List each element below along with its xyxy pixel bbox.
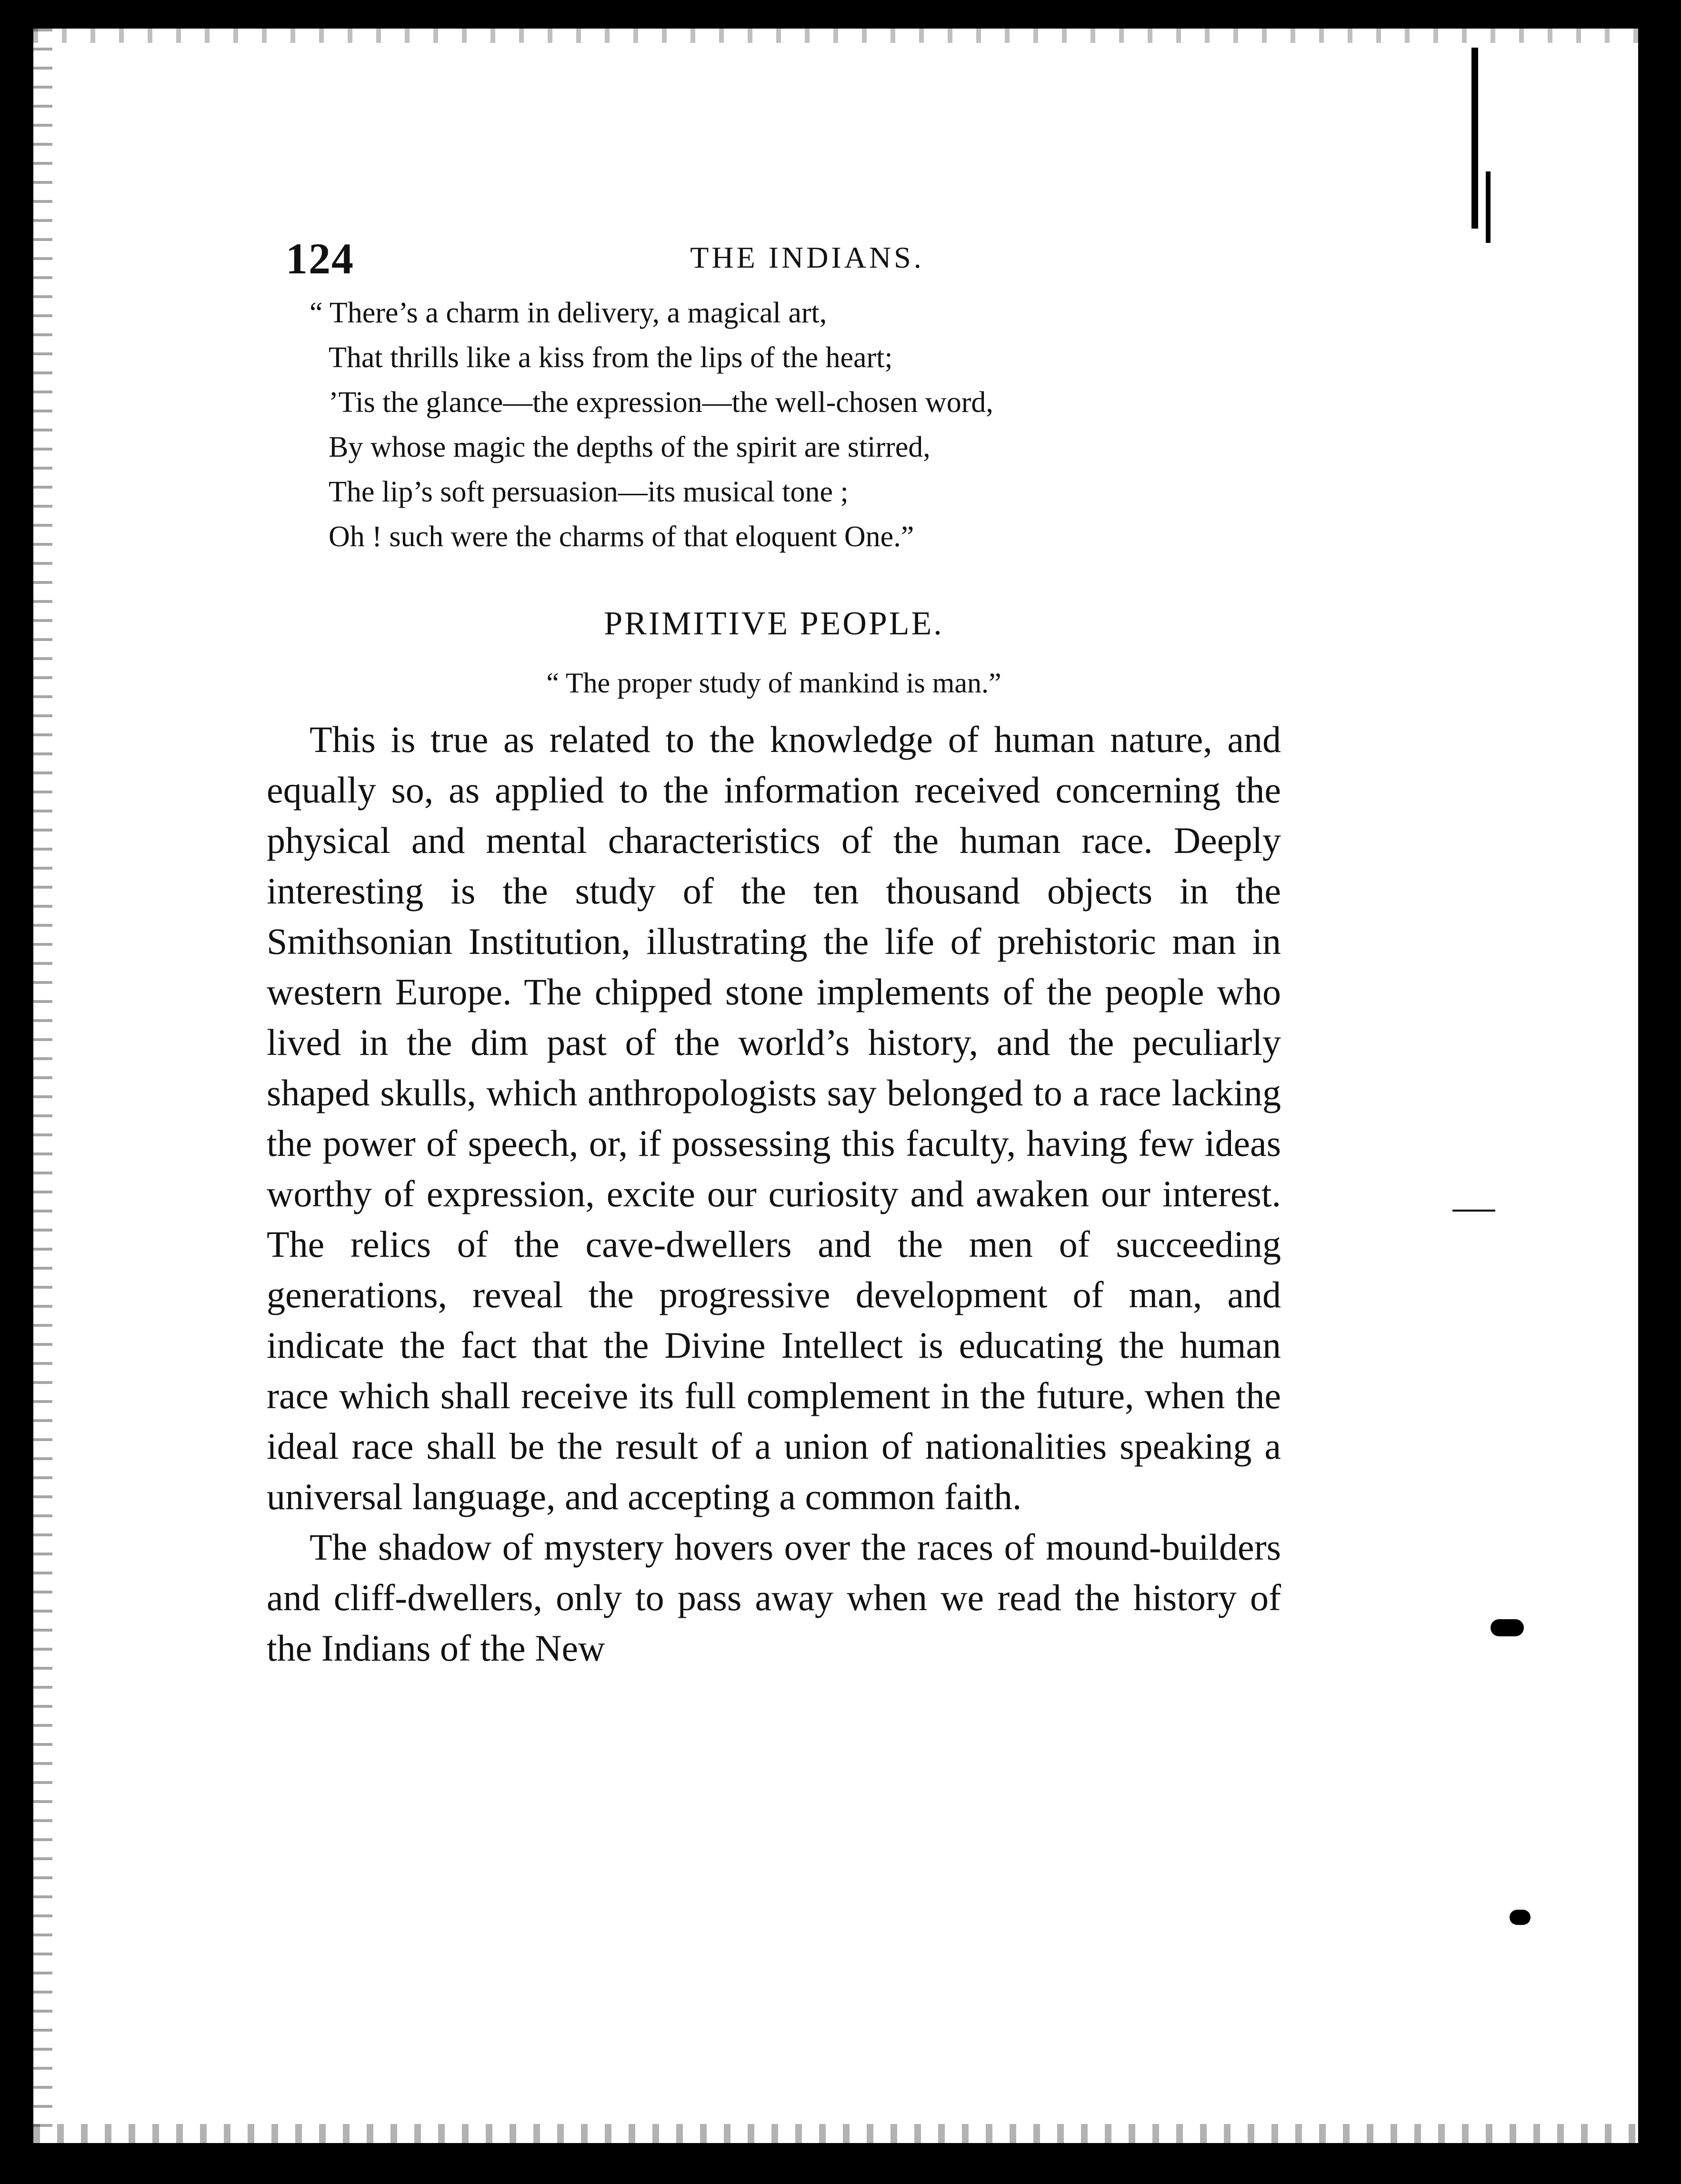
scan-speck (1510, 1910, 1531, 1925)
poem-line: The lip’s soft persuasion—its musical tone ; (329, 476, 849, 508)
section-heading: PRIMITIVE PEOPLE. (604, 605, 944, 642)
scan-noise-left (33, 29, 52, 2143)
scan-noise-bottom (33, 2124, 1638, 2143)
poem-line: That thrills like a kiss from the lips of the heart; (329, 341, 893, 374)
paragraph: The shadow of mystery hovers over the races of mound-builders and cliff-dwellers, only to pass away when we read the history of the Indians of the New (267, 1526, 1281, 1669)
paragraph: This is true as related to the knowledge of human nature, and equally so, as applied to the information received concerning the physical and mental characteristics of the human race. Deeply interesting is the study of the ten thousand objects in the Smithsonian Institution, illustrating the life of prehistoric man in western Europe. The chipped stone implements of the people who lived in the dim past of the world’s history, and the peculiarly shaped skulls, which anthropologists say belonged to a race lacking the power of speech, or, if possessing this faculty, having few ideas worthy of expression, excite our curiosity and awaken our interest. The relics of the cave-dwellers and the men of succeeding generations, reveal the progressive development of man, and indicate the fact that the Divine Intellect is educating the human race which shall receive its full complement in the future, when the ideal race shall be the result of a union of nationalities speaking a universal language, and accepting a common faith. (267, 719, 1281, 1517)
running-title: THE INDIANS. (690, 240, 924, 274)
epigraph: “ The proper study of mankind is man.” (546, 667, 1001, 699)
scan-speck (1452, 1210, 1495, 1212)
poem-line: ’Tis the glance—the expression—the well-chosen word, (329, 386, 993, 419)
scan-speck (1486, 171, 1491, 243)
poem-line: “ There’s a charm in delivery, a magical art, (310, 297, 827, 329)
scan-speck (1471, 48, 1478, 229)
poem-line: By whose magic the depths of the spirit are stirred, (329, 431, 931, 463)
body-text (267, 714, 1281, 1673)
poem-block (310, 291, 1281, 559)
poem-line: Oh ! such were the charms of that eloquent One.” (329, 521, 914, 553)
scan-noise-top (33, 29, 1638, 43)
page-number: 124 (286, 234, 354, 283)
scan-speck (1491, 1619, 1524, 1636)
